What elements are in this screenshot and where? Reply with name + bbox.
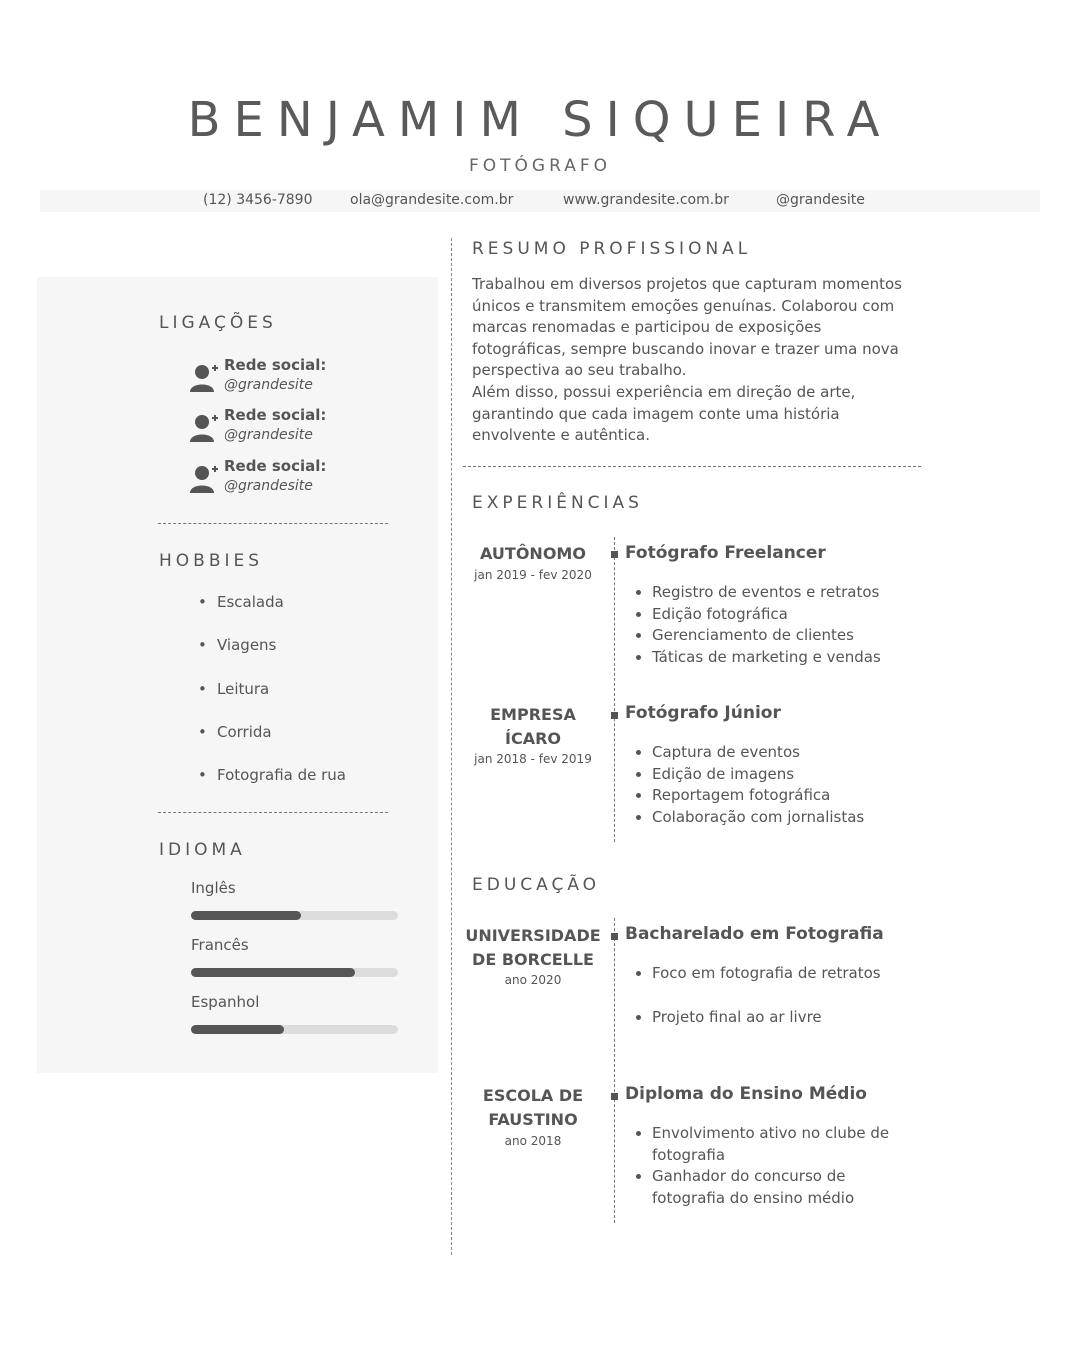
language-level-fill (191, 1025, 284, 1034)
bullet-item: • Edição de imagens (652, 764, 942, 786)
timeline-marker (611, 551, 618, 558)
social-link-handle: @grandesite (224, 478, 313, 494)
timeline-marker (611, 933, 618, 940)
social-link-label: Rede social: (224, 457, 327, 475)
hobby-item: • Escalada (200, 593, 284, 611)
experience-title: Fotógrafo Júnior (625, 703, 781, 723)
social-link-item[interactable] (189, 457, 409, 501)
social-link-label: Rede social: (224, 406, 327, 424)
summary-section-title: RESUMO PROFISSIONAL (472, 239, 752, 259)
summary-paragraph: Trabalhou em diversos projetos que capturam momentos únicos e transmitem emoções genuínas. Colaborou com marcas renomadas e participou de exposições fotográficas, sempre buscando inovar e trazer uma nova perspectiva ao seu trabalho. (472, 275, 902, 380)
hobby-item: • Corrida (200, 723, 272, 741)
education-org: UNIVERSIDADE DE BORCELLE (465, 926, 601, 969)
hobby-item: • Fotografia de rua (200, 766, 346, 784)
language-level-bar (191, 968, 398, 977)
education-dates: ano 2020 (504, 973, 562, 987)
bullet-item: • Edição fotográfica (652, 604, 942, 626)
social-link-item[interactable] (189, 356, 409, 400)
education-section-title: EDUCAÇÃO (472, 875, 601, 895)
timeline-line (614, 537, 615, 842)
experience-org: AUTÔNOMO (480, 544, 586, 563)
bullet-item: • Colaboração com jornalistas (652, 807, 942, 829)
education-title: Diploma do Ensino Médio (625, 1084, 867, 1104)
hobby-item: • Viagens (200, 636, 276, 654)
language-level-bar (191, 1025, 398, 1034)
column-divider (451, 238, 452, 1255)
language-name: Inglês (191, 879, 236, 897)
divider (463, 466, 921, 467)
timeline-line (614, 918, 615, 1223)
education-bullets (634, 1123, 922, 1209)
language-section-title: IDIOMA (159, 840, 246, 860)
contact-website[interactable]: www.grandesite.com.br (563, 192, 729, 208)
language-name: Francês (191, 936, 249, 954)
language-level-fill (191, 968, 355, 977)
social-link-item[interactable] (189, 406, 409, 450)
bullet-item: • Projeto final ao ar livre (652, 1007, 942, 1029)
summary-text (472, 274, 912, 447)
social-link-handle: @grandesite (224, 427, 313, 443)
experience-bullets (634, 742, 942, 828)
divider (158, 523, 388, 524)
divider (158, 812, 388, 813)
language-level-bar (191, 911, 398, 920)
bullet-item: • Envolvimento ativo no clube de fotografia (652, 1123, 922, 1166)
timeline-marker (611, 712, 618, 719)
summary-paragraph: Além disso, possui experiência em direção de arte, garantindo que cada imagem conte uma história envolvente e autêntica. (472, 382, 856, 445)
bullet-item: • Gerenciamento de clientes (652, 625, 942, 647)
add-user-icon (189, 362, 219, 394)
contact-handle: @grandesite (776, 192, 865, 208)
bullet-item: • Foco em fotografia de retratos (652, 963, 942, 985)
bullet-item: • Ganhador do concurso de fotografia do ensino médio (652, 1166, 922, 1209)
bullet-item: • Táticas de marketing e vendas (652, 647, 942, 669)
links-section-title: LIGAÇÕES (159, 313, 277, 333)
bullet-item: • Reportagem fotográfica (652, 785, 942, 807)
education-dates: ano 2018 (504, 1134, 562, 1148)
contact-bar (40, 190, 1040, 212)
social-link-handle: @grandesite (224, 377, 313, 393)
hobbies-section-title: HOBBIES (159, 551, 264, 571)
experience-dates: jan 2019 - fev 2020 (474, 568, 592, 582)
add-user-icon (189, 412, 219, 444)
experience-title: Fotógrafo Freelancer (625, 543, 826, 563)
job-role: FOTÓGRAFO (468, 156, 611, 176)
social-link-label: Rede social: (224, 356, 327, 374)
education-title: Bacharelado em Fotografia (625, 924, 884, 944)
experience-dates: jan 2018 - fev 2019 (474, 752, 592, 766)
experience-bullets (634, 582, 942, 668)
language-name: Espanhol (191, 993, 260, 1011)
contact-phone: (12) 3456-7890 (203, 192, 313, 208)
bullet-item: • Captura de eventos (652, 742, 942, 764)
resume-name: BENJAMIM SIQUEIRA (187, 92, 893, 148)
education-org: ESCOLA DE FAUSTINO (482, 1086, 584, 1129)
language-level-fill (191, 911, 301, 920)
contact-email[interactable]: ola@grandesite.com.br (350, 192, 514, 208)
hobby-item: • Leitura (200, 680, 269, 698)
add-user-icon (189, 463, 219, 495)
bullet-item: • Registro de eventos e retratos (652, 582, 942, 604)
experience-org: EMPRESA ÍCARO (490, 705, 576, 748)
education-bullets (634, 963, 942, 1028)
timeline-marker (611, 1093, 618, 1100)
experience-section-title: EXPERIÊNCIAS (472, 493, 643, 513)
